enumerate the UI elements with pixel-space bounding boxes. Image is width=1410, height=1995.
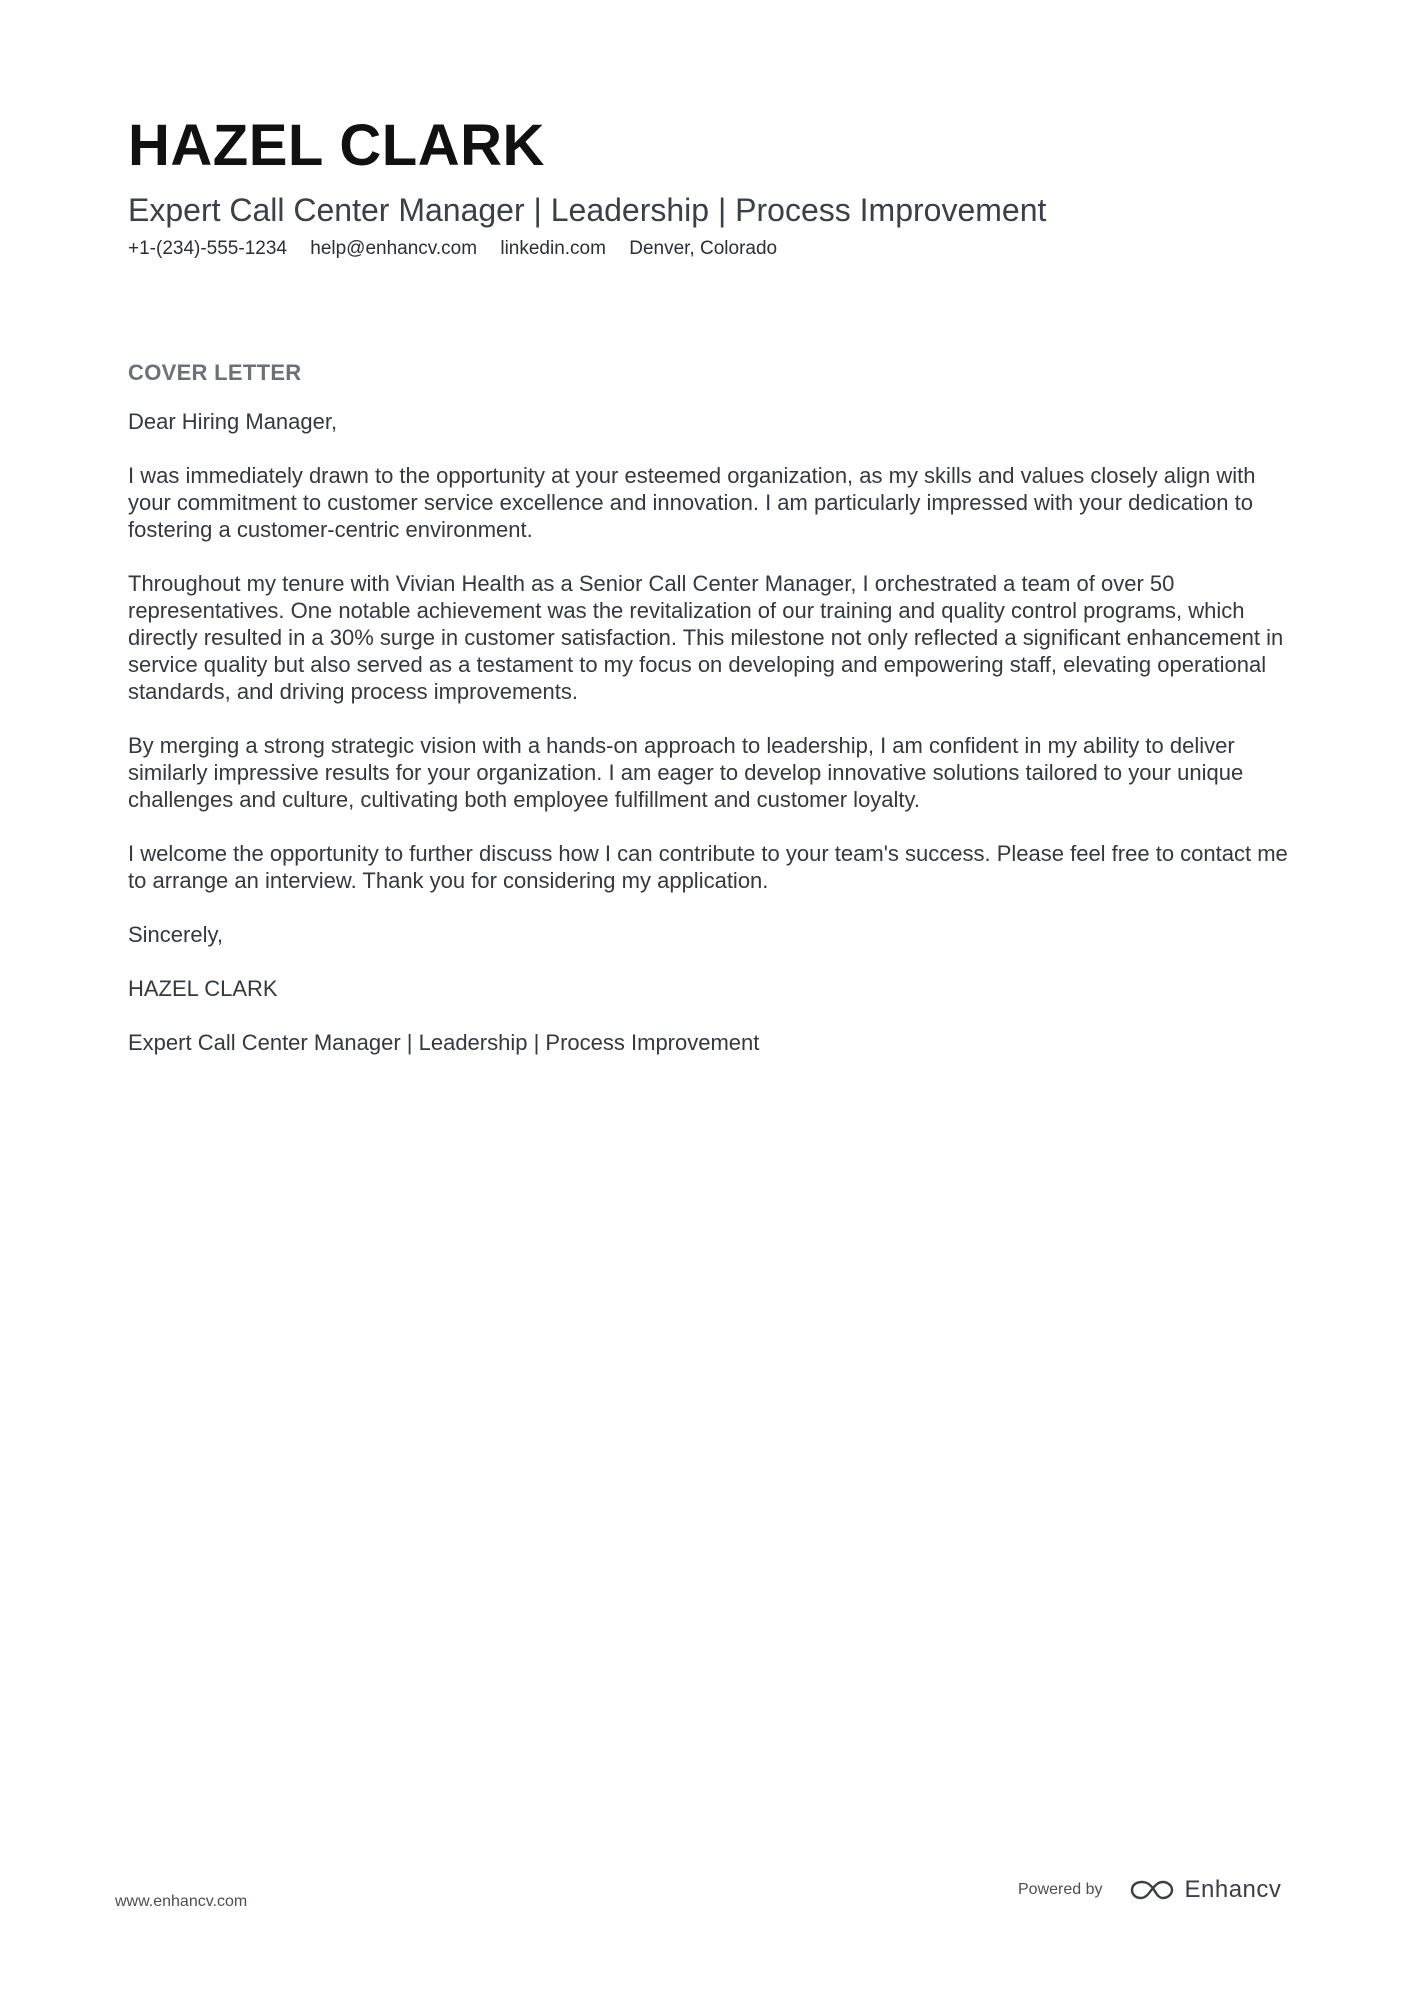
letter-body	[128, 408, 1288, 1056]
phone-number: +1-(234)-555-1234	[128, 238, 287, 259]
candidate-headline: Expert Call Center Manager | Leadership | Process Improvement	[128, 192, 1047, 228]
letter-paragraph: I was immediately drawn to the opportunity at your esteemed organization, as my skills and values closely align with your commitment to customer service excellence and innovation. I am particularly impressed with your dedication to fostering a customer-centric environment.	[128, 463, 1256, 542]
footer-website[interactable]: www.enhancv.com	[115, 1893, 248, 1910]
letter-paragraph: Throughout my tenure with Vivian Health as a Senior Call Center Manager, I orchestrated a team of over 50 representatives. One notable achievement was the revitalization of our training and quality control programs, which directly resulted in a 30% surge in customer satisfaction. This milestone not only reflected a significant enhancement in service quality but also served as a testament to my focus on developing and empowering staff, elevating operational standards, and driving process improvements.	[128, 571, 1284, 704]
section-title: COVER LETTER	[128, 360, 302, 385]
signature-title: Expert Call Center Manager | Leadership | Process Improvement	[128, 1030, 760, 1055]
salutation: Dear Hiring Manager,	[128, 409, 338, 434]
location: Denver, Colorado	[629, 238, 778, 259]
cover-letter-page	[128, 108, 1288, 1083]
closing: Sincerely,	[128, 922, 223, 947]
footer-branding	[1018, 1876, 1281, 1904]
letter-paragraph: I welcome the opportunity to further discuss how I can contribute to your team's success. Please feel free to contact me to arrange an interview. Thank you for considering my application.	[128, 841, 1288, 893]
powered-by-label: Powered by	[1018, 1881, 1103, 1898]
signature-name: HAZEL CLARK	[128, 976, 278, 1001]
enhancv-logo-icon	[1129, 1877, 1175, 1903]
candidate-name: HAZEL CLARK	[128, 113, 545, 178]
enhancv-brand: Enhancv	[1184, 1876, 1282, 1903]
letter-paragraph: By merging a strong strategic vision with a hands-on approach to leadership, I am confident in my ability to deliver similarly impressive results for your organization. I am eager to develop innovative solutions tailored to your unique challenges and culture, cultivating both employee fulfillment and customer loyalty.	[128, 733, 1244, 812]
linkedin-link: linkedin.com	[500, 238, 606, 259]
contact-info	[128, 238, 1288, 260]
email-address: help@enhancv.com	[310, 238, 478, 259]
